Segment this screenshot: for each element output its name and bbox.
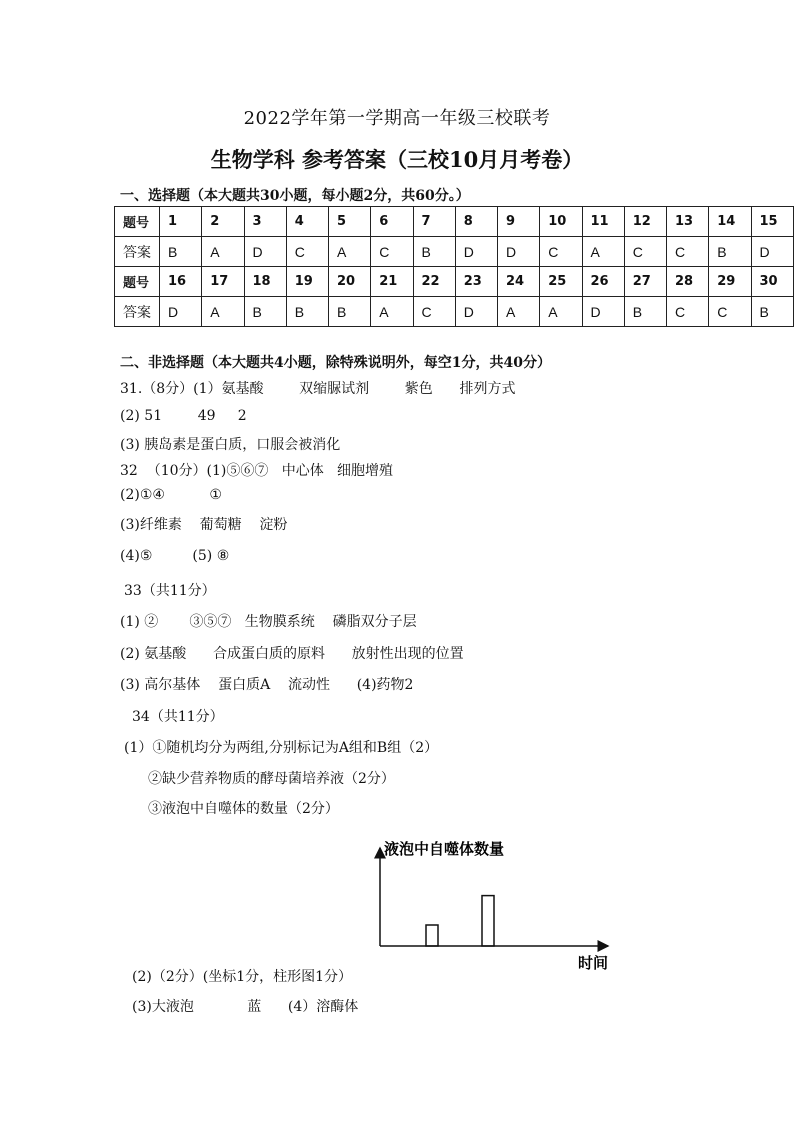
question-number: 22 (413, 267, 455, 297)
answer-line: (1）①随机均分为两组,分别标记为A组和B组（2） (124, 740, 439, 756)
exam-title: 2022学年第一学期高一年级三校联考 (243, 108, 551, 129)
question-number: 2 (202, 207, 244, 237)
answer-cell: A (498, 297, 540, 327)
answer-line: 31.（8分）(1）氨基酸 双缩脲试剂 紫色 排列方式 (120, 381, 516, 397)
answer-cell: A (540, 297, 582, 327)
exam-subtitle: 生物学科 参考答案（三校10月月考卷） (210, 147, 584, 172)
answer-line: (2)（2分）(坐标1分，柱形图1分） (132, 969, 353, 985)
answer-cell: C (413, 297, 455, 327)
answer-line: (3) 胰岛素是蛋白质，口服会被消化 (120, 437, 341, 453)
table-row (115, 207, 794, 237)
answer-cell: B (244, 297, 286, 327)
question-number: 4 (286, 207, 328, 237)
answer-cell: D (751, 237, 793, 267)
question-number: 15 (751, 207, 793, 237)
question-number: 18 (244, 267, 286, 297)
answer-table (114, 206, 794, 327)
question-number: 26 (582, 267, 624, 297)
question-number: 7 (413, 207, 455, 237)
autophagosome-chart (360, 836, 620, 980)
answer-line: (2) 氨基酸 合成蛋白质的原料 放射性出现的位置 (120, 646, 464, 662)
answer-cell: B (624, 297, 666, 327)
chart-bar (426, 925, 438, 946)
answer-line: 34（共11分） (132, 709, 224, 725)
answer-cell: D (244, 237, 286, 267)
answer-line: (3)大液泡 蓝 (4）溶酶体 (132, 999, 359, 1015)
question-number: 10 (540, 207, 582, 237)
answer-cell: A (329, 237, 371, 267)
answer-line: (3) 高尔基体 蛋白质A 流动性 (4)药物2 (120, 677, 414, 693)
question-number: 30 (751, 267, 793, 297)
question-number: 23 (455, 267, 497, 297)
answer-cell: D (160, 297, 202, 327)
bars-group (426, 896, 494, 946)
answer-cell: C (709, 297, 751, 327)
question-number: 11 (582, 207, 624, 237)
question-number: 29 (709, 267, 751, 297)
question-number: 3 (244, 207, 286, 237)
question-number: 1 (160, 207, 202, 237)
row-label: 题号 (115, 267, 160, 297)
answer-cell: C (540, 237, 582, 267)
answer-cell: D (455, 237, 497, 267)
answer-cell: C (371, 237, 413, 267)
x-axis-label: 时间 (578, 954, 609, 972)
answer-cell: B (160, 237, 202, 267)
section1-heading: 一、选择题（本大题共30小题，每小题2分，共60分。） (120, 188, 470, 204)
question-number: 20 (329, 267, 371, 297)
question-number: 28 (667, 267, 709, 297)
answer-line: (4)⑤ (5) ⑧ (120, 548, 230, 564)
question-number: 13 (667, 207, 709, 237)
answer-cell: C (667, 237, 709, 267)
answer-line: ③液泡中自噬体的数量（2分） (148, 801, 339, 817)
answer-line: (1) ② ③⑤⑦ 生物膜系统 磷脂双分子层 (120, 614, 417, 630)
answer-line: (3)纤维素 葡萄糖 淀粉 (120, 517, 288, 533)
y-axis-label: 液泡中自噬体数量 (384, 840, 505, 858)
question-number: 16 (160, 267, 202, 297)
answer-line: (2)①④ ① (120, 487, 222, 503)
question-number: 17 (202, 267, 244, 297)
question-number: 6 (371, 207, 413, 237)
answer-cell: B (751, 297, 793, 327)
row-label: 题号 (115, 207, 160, 237)
chart-svg (360, 836, 620, 976)
row-label: 答案 (115, 297, 160, 327)
chart-bar (482, 896, 494, 946)
section2-heading: 二、非选择题（本大题共4小题，除特殊说明外，每空1分，共40分） (120, 355, 551, 371)
question-number: 19 (286, 267, 328, 297)
question-number: 21 (371, 267, 413, 297)
table-row (115, 267, 794, 297)
answer-cell: D (455, 297, 497, 327)
table-row (115, 237, 794, 267)
answer-cell: B (709, 237, 751, 267)
question-number: 24 (498, 267, 540, 297)
answer-cell: A (582, 237, 624, 267)
answer-cell: C (667, 297, 709, 327)
question-number: 9 (498, 207, 540, 237)
question-number: 5 (329, 207, 371, 237)
answer-cell: B (413, 237, 455, 267)
answer-cell: C (624, 237, 666, 267)
answer-cell: A (202, 297, 244, 327)
answer-line: ②缺少营养物质的酵母菌培养液（2分） (148, 771, 395, 787)
answer-cell: A (371, 297, 413, 327)
question-number: 14 (709, 207, 751, 237)
answer-line: 33（共11分） (124, 583, 216, 599)
question-number: 12 (624, 207, 666, 237)
answer-cell: B (286, 297, 328, 327)
question-number: 8 (455, 207, 497, 237)
answer-cell: C (286, 237, 328, 267)
answer-cell: D (498, 237, 540, 267)
question-number: 25 (540, 267, 582, 297)
answer-cell: A (202, 237, 244, 267)
table-row (115, 297, 794, 327)
answer-line: (2) 51 49 2 (120, 408, 247, 424)
question-number: 27 (624, 267, 666, 297)
answer-line: 32 （10分）(1)⑤⑥⑦ 中心体 细胞增殖 (120, 463, 394, 479)
answer-cell: B (329, 297, 371, 327)
answer-cell: D (582, 297, 624, 327)
row-label: 答案 (115, 237, 160, 267)
